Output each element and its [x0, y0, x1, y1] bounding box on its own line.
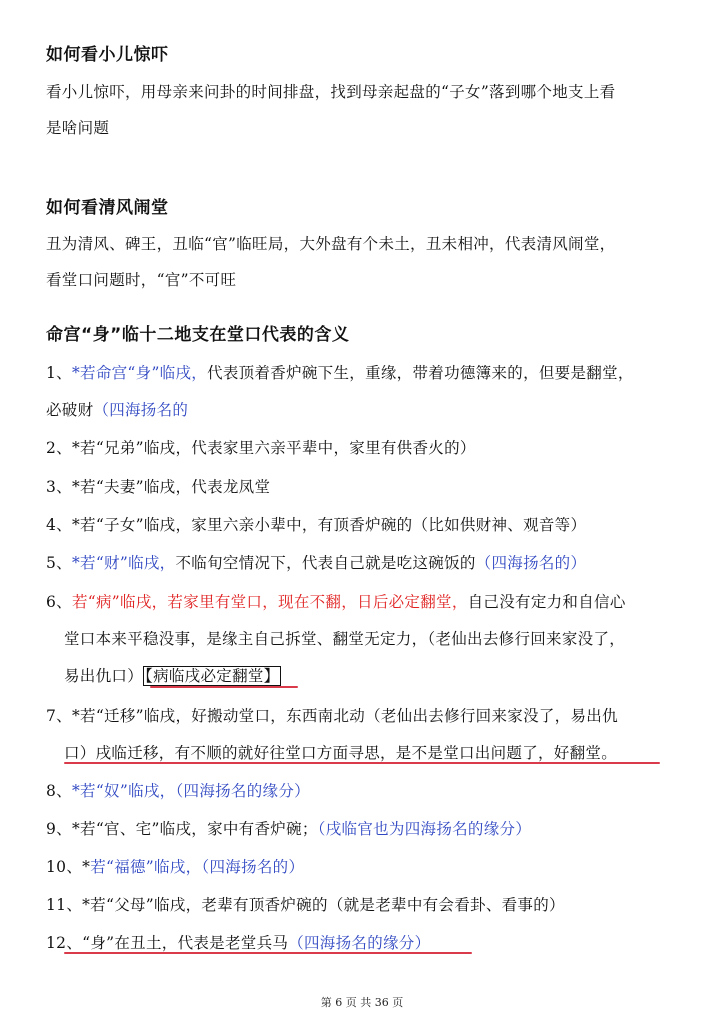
item-text: *若“官、宅”临戌，家中有香炉碗；: [71, 820, 318, 838]
item-number: 11、: [46, 896, 83, 914]
item-text: *: [82, 858, 91, 876]
list-item: [46, 361, 634, 383]
item-number: 12、: [46, 934, 83, 952]
item-highlight-blue: *若命宫“身”临戌，: [71, 364, 208, 382]
item-highlight-blue: *若“奴”临戌，（四海扬名的缘分）: [71, 782, 310, 800]
item-number: 1、: [46, 364, 72, 382]
list-item: [46, 551, 586, 573]
list-item: [46, 893, 565, 915]
list-item: [46, 779, 310, 801]
item-number: 6、: [46, 593, 72, 611]
list-item-continuation: [46, 398, 188, 420]
item-text: 必破财: [46, 401, 94, 419]
item-note-blue: （四海扬名的: [93, 401, 189, 419]
section-title-child-fright: 如何看小儿惊吓: [46, 45, 169, 65]
list-item: [46, 704, 618, 726]
list-item: [46, 475, 270, 497]
item-number: 4、: [46, 516, 72, 534]
item-number: 7、: [46, 707, 72, 725]
item-text: 易出仇口）: [64, 667, 144, 685]
item-text: “身”在丑土，代表是老堂兵马: [82, 934, 289, 952]
item-text: 自己没有定力和自信心: [467, 593, 626, 611]
page-number-footer: 第 6 页 共 36 页: [320, 996, 404, 1009]
item-number: 5、: [46, 554, 72, 572]
item-note-blue: （四海扬名的）: [475, 554, 587, 572]
item-highlight-blue: 若“福德”临戌，（四海扬名的）: [90, 858, 305, 876]
underline-mark: [64, 762, 660, 764]
list-item: [46, 817, 531, 839]
item-highlight-blue: *若“财”临戌，: [71, 554, 176, 572]
list-item-continuation: [64, 664, 281, 686]
underline-mark: [64, 952, 472, 954]
item-text: *若“夫妻”临戌，代表龙凤堂: [71, 478, 271, 496]
item-number: 8、: [46, 782, 72, 800]
paragraph-line: 是啥问题: [46, 119, 110, 137]
list-item: [46, 436, 476, 458]
item-text: *若“兄弟”临戌，代表家里六亲平辈中，家里有供香火的）: [71, 439, 476, 457]
item-note-blue: （戌临官也为四海扬名的缘分）: [317, 820, 532, 838]
list-item: [46, 855, 304, 877]
paragraph-line: 看小儿惊吓，用母亲来问卦的时间排盘，找到母亲起盘的“子女”落到哪个地支上看: [46, 83, 616, 101]
list-item: [46, 513, 586, 535]
paragraph-line: 看堂口问题时，“官”不可旺: [46, 271, 237, 289]
underline-mark: [150, 686, 298, 688]
item-number: 2、: [46, 439, 72, 457]
item-text: *若“迁移”临戌，好搬动堂口，东西南北动（老仙出去修行回来家没了，易出仇: [71, 707, 618, 725]
item-text: 不临旬空情况下，代表自己就是吃这碗饭的: [175, 554, 476, 572]
section-title-qingfeng: 如何看清风闹堂: [46, 198, 169, 218]
item-note-blue: （四海扬名的缘分）: [288, 934, 431, 952]
item-number: 9、: [46, 820, 72, 838]
list-item: [46, 931, 430, 953]
list-item-continuation: 堂口本来平稳没事，是缘主自己拆堂、翻堂无定力，（老仙出去修行回来家没了，: [64, 630, 626, 648]
item-text: *若“父母”临戌，老辈有顶香炉碗的（就是老辈中有会看卦、看事的）: [82, 896, 565, 914]
boxed-note: 【病临戌必定翻堂】: [145, 667, 280, 685]
item-number: 10、: [46, 858, 83, 876]
list-item: [46, 590, 626, 612]
item-highlight-red: 若“病”临戌，若家里有堂口，现在不翻，日后必定翻堂，: [71, 593, 468, 611]
item-number: 3、: [46, 478, 72, 496]
item-text: *若“子女”临戌，家里六亲小辈中，有顶香炉碗的（比如供财神、观音等）: [71, 516, 587, 534]
list-item-continuation: 口）戌临迁移，有不顺的就好往堂口方面寻思，是不是堂口出问题了，好翻堂。: [64, 744, 618, 762]
section-title-twelve-branches: 命宫“身”临十二地支在堂口代表的含义: [46, 325, 350, 345]
item-text: 代表顶着香炉碗下生，重缘，带着功德簿来的，但要是翻堂，: [207, 364, 634, 382]
paragraph-line: 丑为清风、碑王，丑临“官”临旺局，大外盘有个未土，丑未相冲，代表清风闹堂，: [46, 235, 616, 253]
